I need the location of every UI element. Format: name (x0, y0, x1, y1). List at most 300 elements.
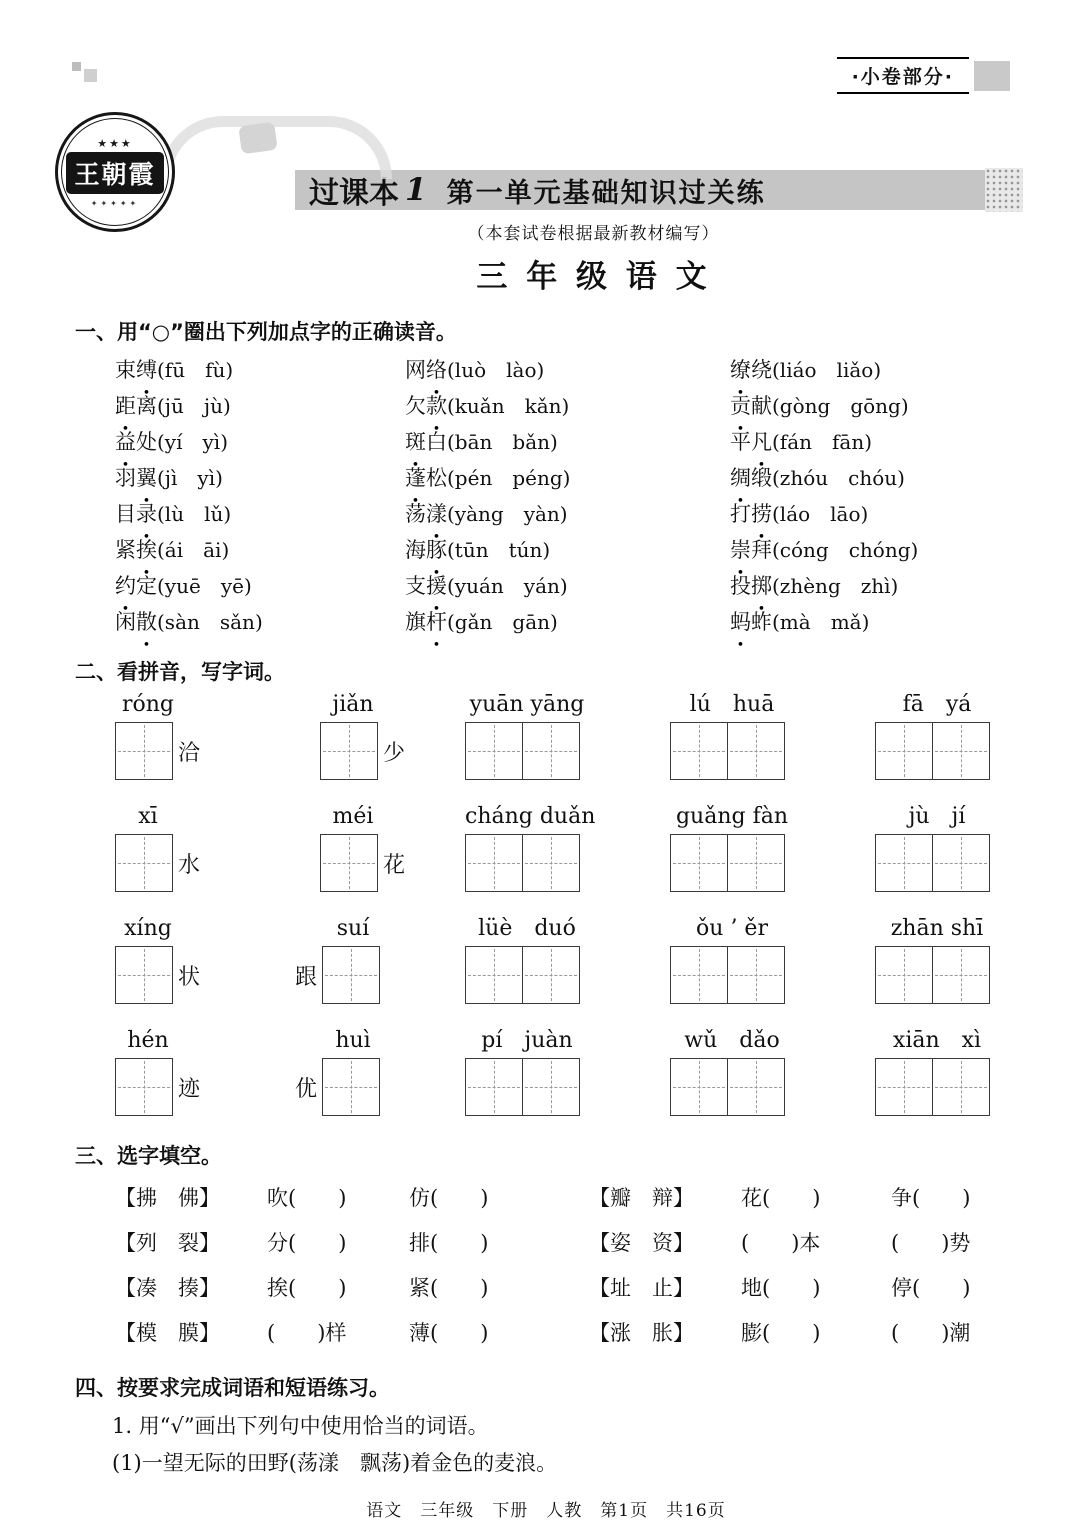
writing-group-content (875, 722, 1025, 780)
character: 蚱 (751, 610, 772, 634)
pinyin-writing-row (115, 916, 1092, 1004)
character: 处 (136, 430, 157, 454)
section1-heading: 一、用“○”圈出下列加点字的正确读音。 (75, 320, 457, 344)
writing-box[interactable] (875, 722, 933, 780)
choice-brackets: 【姿 资】 (589, 1231, 694, 1255)
given-character: 优 (295, 1076, 318, 1102)
pinyin-options: (mà mǎ) (772, 610, 870, 634)
dotted-character: 捞 (751, 502, 772, 526)
writing-box-group (322, 1058, 380, 1116)
logo-brand-text: 王朝霞 (66, 152, 163, 194)
pronunciation-item (405, 352, 730, 388)
page-title: 第一单元基础知识过关练 (446, 177, 766, 209)
writing-group-content (875, 946, 1025, 1004)
pinyin-options: (yí yì) (157, 430, 228, 454)
writing-box-group (670, 722, 785, 780)
pinyin-options: (yàng yàn) (447, 502, 568, 526)
pronunciation-item (115, 460, 405, 496)
pinyin-writing-group (670, 804, 875, 892)
pronunciation-item (405, 460, 730, 496)
pinyin-label: méi (332, 804, 374, 829)
grade-title: 三 年 级 语 文 (476, 259, 711, 295)
choice-brackets: 【模 膜】 (115, 1321, 220, 1345)
given-character: 少 (383, 740, 406, 766)
pinyin-label: cháng duǎn (465, 804, 596, 829)
writing-box[interactable] (932, 834, 990, 892)
dotted-character: 蚂 (730, 610, 751, 634)
writing-box[interactable] (670, 1058, 728, 1116)
pinyin-options: (fán fān) (772, 430, 873, 454)
writing-box-group (875, 834, 990, 892)
character: 拜 (751, 538, 772, 562)
pinyin-label: hén (127, 1028, 169, 1053)
dotted-word (405, 574, 447, 598)
pinyin-label: jiǎn (332, 692, 374, 717)
writing-box[interactable] (115, 722, 173, 780)
dotted-character: 豚 (426, 538, 447, 562)
dotted-word (115, 358, 157, 382)
dotted-word (730, 358, 772, 382)
section4-sentence: (1)一望无际的田野(荡漾 飘荡)着金色的麦浪。 (112, 1451, 558, 1475)
character: 网 (405, 358, 426, 382)
pinyin-label: huì (335, 1028, 371, 1053)
pronunciation-item (730, 568, 918, 604)
fill-blank: 排( ) (409, 1231, 489, 1255)
writing-box[interactable] (670, 722, 728, 780)
writing-box-group (875, 722, 990, 780)
writing-box-group (320, 834, 378, 892)
writing-group-content (290, 1058, 465, 1116)
corner-square-decoration (72, 62, 81, 71)
fill-blank: 地( ) (741, 1276, 821, 1300)
pinyin-options: (ái āi) (157, 538, 230, 562)
dotted-character: 散 (136, 610, 157, 634)
writing-box-group (670, 946, 785, 1004)
pinyin-options: (yuán yán) (447, 574, 568, 598)
pinyin-label: xíng (124, 916, 172, 941)
given-character: 状 (178, 964, 201, 990)
dotted-word (405, 430, 447, 454)
pronunciation-item (730, 424, 918, 460)
pinyin-options: (zhèng zhì) (772, 574, 899, 598)
dotted-character: 援 (426, 574, 447, 598)
corner-section-label (837, 57, 1010, 94)
section3-grid (115, 1176, 1092, 1356)
dotted-word (730, 394, 772, 418)
writing-box[interactable] (322, 946, 380, 1004)
pronunciation-item (115, 604, 405, 640)
dotted-character: 杆 (426, 610, 447, 634)
pinyin-writing-group (115, 1028, 290, 1116)
pronunciation-item (115, 568, 405, 604)
pronunciation-item (730, 496, 918, 532)
pronunciation-item (405, 532, 730, 568)
pinyin-options: (sàn sǎn) (157, 610, 263, 634)
dotted-word (405, 610, 447, 634)
pinyin-label: guǎng fàn (675, 804, 789, 829)
pinyin-label: jù jí (908, 804, 966, 829)
fill-blank: 分( ) (267, 1231, 347, 1255)
writing-box-group (320, 722, 378, 780)
pinyin-label: suí (336, 916, 370, 941)
section3-heading: 三、选字填空。 (75, 1144, 222, 1168)
fill-blank: 挨( ) (267, 1276, 347, 1300)
fill-blank-row (115, 1311, 1092, 1356)
pinyin-options: (luò lào) (447, 358, 545, 382)
section4-instruction: 1. 用“√”画出下列句中使用恰当的词语。 (112, 1414, 489, 1438)
writing-box[interactable] (115, 946, 173, 1004)
writing-box[interactable] (465, 834, 523, 892)
pinyin-writing-group (290, 692, 465, 780)
writing-group-content (115, 1058, 290, 1116)
pinyin-writing-group (115, 692, 290, 780)
logo-stars-icon: ★★★ (97, 136, 133, 150)
writing-group-content (875, 1058, 1025, 1116)
writing-box[interactable] (322, 1058, 380, 1116)
pinyin-writing-group (875, 692, 1025, 780)
character: 绕 (751, 358, 772, 382)
writing-box-group (115, 946, 173, 1004)
pronunciation-item (115, 532, 405, 568)
writing-group-content (320, 722, 465, 780)
pinyin-writing-group (875, 804, 1025, 892)
corner-gray-block (974, 61, 1010, 91)
writing-box-group (465, 1058, 580, 1116)
pinyin-label: ǒu ’ ěr (696, 916, 768, 941)
pinyin-writing-group (670, 916, 875, 1004)
writing-group-content (320, 834, 465, 892)
character: 荡 (405, 502, 426, 526)
writing-box[interactable] (522, 722, 580, 780)
dotted-word (115, 466, 157, 490)
dotted-character: 录 (136, 502, 157, 526)
writing-box[interactable] (522, 946, 580, 1004)
fill-blank: 紧( ) (409, 1276, 489, 1300)
pinyin-label: xiān xì (892, 1028, 982, 1053)
choice-brackets: 【瓣 辩】 (589, 1186, 694, 1210)
pinyin-options: (zhóu chóu) (772, 466, 905, 490)
writing-box-group (322, 946, 380, 1004)
pinyin-options: (jì yì) (157, 466, 223, 490)
dotted-word (115, 538, 157, 562)
writing-box[interactable] (932, 1058, 990, 1116)
fill-blank: ( )势 (891, 1231, 971, 1255)
writing-box[interactable] (465, 1058, 523, 1116)
dotted-character: 翼 (136, 466, 157, 490)
writing-box[interactable] (115, 834, 173, 892)
dotted-word (115, 610, 157, 634)
pronunciation-item (115, 388, 405, 424)
fill-blank: 吹( ) (267, 1186, 347, 1210)
writing-box-group (465, 834, 580, 892)
pinyin-label: zhān shī (890, 916, 984, 941)
pronunciation-item (405, 388, 730, 424)
character: 投 (730, 574, 751, 598)
writing-box[interactable] (522, 1058, 580, 1116)
pinyin-label: pí juàn (481, 1028, 573, 1053)
writing-box-group (115, 722, 173, 780)
fill-blank: 花( ) (741, 1186, 821, 1210)
publisher-logo (55, 112, 175, 232)
dotted-word (730, 538, 772, 562)
choice-brackets: 【列 裂】 (115, 1231, 220, 1255)
writing-box[interactable] (875, 834, 933, 892)
title-number: 1 (405, 172, 427, 208)
writing-box[interactable] (932, 722, 990, 780)
pronunciation-item (730, 604, 918, 640)
writing-group-content (115, 946, 290, 1004)
writing-group-content (465, 722, 670, 780)
writing-box-group (875, 946, 990, 1004)
dotted-word (730, 466, 772, 490)
dotted-word (405, 466, 447, 490)
pronunciation-item (730, 352, 918, 388)
dotted-word (730, 574, 772, 598)
dotted-character: 缭 (730, 358, 751, 382)
dotted-character: 斑 (405, 430, 426, 454)
writing-box[interactable] (522, 834, 580, 892)
pinyin-label: lüè duó (478, 916, 576, 941)
corner-square-decoration (84, 69, 97, 82)
choice-brackets: 【凑 揍】 (115, 1276, 220, 1300)
writing-group-content (670, 1058, 875, 1116)
fill-blank: 停( ) (891, 1276, 971, 1300)
writing-group-content (875, 834, 1025, 892)
writing-box[interactable] (727, 946, 785, 1004)
pinyin-options: (lù lǔ) (157, 502, 232, 526)
pinyin-label: wǔ dǎo (684, 1028, 780, 1053)
pronunciation-item (405, 496, 730, 532)
pinyin-label: yuān yāng (469, 692, 585, 717)
dotted-character: 款 (426, 394, 447, 418)
fill-blank-row (115, 1266, 1092, 1311)
fill-blank-row (115, 1176, 1092, 1221)
pinyin-writing-group (670, 692, 875, 780)
dotted-character: 络 (426, 358, 447, 382)
pinyin-writing-row (115, 804, 1092, 892)
pinyin-writing-group (290, 916, 465, 1004)
character: 紧 (115, 538, 136, 562)
writing-box[interactable] (932, 946, 990, 1004)
dotted-character: 凡 (751, 430, 772, 454)
given-character: 迹 (178, 1076, 201, 1102)
section1-grid (115, 352, 1092, 640)
fill-blank: 仿( ) (409, 1186, 489, 1210)
writing-box[interactable] (465, 946, 523, 1004)
character: 平 (730, 430, 751, 454)
pinyin-options: (gǎn gān) (447, 610, 558, 634)
dotted-character: 约 (115, 574, 136, 598)
writing-group-content (670, 834, 875, 892)
pronunciation-column (730, 352, 918, 640)
character: 闲 (115, 610, 136, 634)
pronunciation-item (730, 460, 918, 496)
dotted-word (730, 502, 772, 526)
pronunciation-item (405, 424, 730, 460)
pronunciation-column (115, 352, 405, 640)
dotted-character: 挨 (136, 538, 157, 562)
title-bar (295, 170, 985, 210)
pinyin-writing-group (115, 804, 290, 892)
pronunciation-item (115, 424, 405, 460)
character: 旗 (405, 610, 426, 634)
fill-blank: ( )潮 (891, 1321, 971, 1345)
pinyin-options: (tūn tún) (447, 538, 551, 562)
writing-group-content (115, 722, 290, 780)
choice-brackets: 【址 止】 (589, 1276, 694, 1300)
halftone-decoration (985, 168, 1023, 212)
pinyin-label: fā yá (902, 692, 972, 717)
writing-box[interactable] (670, 834, 728, 892)
pinyin-options: (láo lāo) (772, 502, 869, 526)
writing-box[interactable] (465, 722, 523, 780)
writing-group-content (465, 946, 670, 1004)
pinyin-writing-row (115, 692, 1092, 780)
pinyin-options: (jū jù) (157, 394, 231, 418)
pinyin-options: (yuē yē) (157, 574, 252, 598)
character: 松 (426, 466, 447, 490)
writing-group-content (290, 946, 465, 1004)
writing-box[interactable] (115, 1058, 173, 1116)
section2-heading: 二、看拼音，写字词。 (75, 660, 285, 684)
dotted-character: 益 (115, 430, 136, 454)
given-character: 水 (178, 852, 201, 878)
writing-box[interactable] (727, 722, 785, 780)
dotted-character: 蓬 (405, 466, 426, 490)
writing-box[interactable] (670, 946, 728, 1004)
pinyin-writing-group (115, 916, 290, 1004)
character: 献 (751, 394, 772, 418)
dotted-character: 漾 (426, 502, 447, 526)
fill-blank: ( )样 (267, 1321, 347, 1345)
writing-box-group (115, 834, 173, 892)
writing-group-content (670, 722, 875, 780)
given-character: 花 (383, 852, 406, 878)
dotted-word (405, 538, 447, 562)
given-character: 洽 (178, 740, 201, 766)
pronunciation-item (730, 532, 918, 568)
subtitle: （本套试卷根据最新教材编写） (467, 224, 720, 244)
character: 海 (405, 538, 426, 562)
dotted-word (115, 574, 157, 598)
character: 定 (136, 574, 157, 598)
given-character: 跟 (295, 964, 318, 990)
pinyin-writing-group (290, 804, 465, 892)
writing-box-group (465, 722, 580, 780)
dotted-word (405, 358, 447, 382)
pinyin-label: róng (121, 692, 174, 717)
dotted-word (405, 502, 447, 526)
dotted-word (115, 502, 157, 526)
dotted-word (115, 430, 157, 454)
dotted-word (730, 610, 772, 634)
corner-label-text: ·小卷部分· (837, 57, 969, 94)
page-footer: 语文 三年级 下册 人教 第1页 共16页 (366, 1501, 726, 1521)
fill-blank: 争( ) (891, 1186, 971, 1210)
character: 缎 (751, 466, 772, 490)
writing-box[interactable] (727, 1058, 785, 1116)
pinyin-options: (gòng gōng) (772, 394, 909, 418)
pinyin-label: xī (138, 804, 158, 829)
pinyin-options: (cóng chóng) (772, 538, 919, 562)
writing-group-content (465, 834, 670, 892)
pinyin-writing-group (465, 1028, 670, 1116)
writing-box-group (670, 834, 785, 892)
pinyin-writing-group (670, 1028, 875, 1116)
character: 打 (730, 502, 751, 526)
writing-group-content (115, 834, 290, 892)
dotted-character: 距 (115, 394, 136, 418)
logo-arc-decoration: ✦✦✦✦✦ (90, 198, 140, 208)
character: 束 (115, 358, 136, 382)
section4-heading: 四、按要求完成词语和短语练习。 (75, 1376, 390, 1400)
pronunciation-item (405, 604, 730, 640)
pinyin-writing-row (115, 1028, 1092, 1116)
pronunciation-item (405, 568, 730, 604)
character: 羽 (115, 466, 136, 490)
pinyin-label: lú huā (689, 692, 775, 717)
fill-blank: ( )本 (741, 1231, 821, 1255)
writing-box-group (670, 1058, 785, 1116)
character: 支 (405, 574, 426, 598)
pinyin-writing-group (875, 916, 1025, 1004)
pinyin-options: (bān bǎn) (447, 430, 558, 454)
writing-group-content (465, 1058, 670, 1116)
dotted-character: 绸 (730, 466, 751, 490)
pinyin-options: (liáo liǎo) (772, 358, 882, 382)
pinyin-options: (fū fù) (157, 358, 234, 382)
fill-blank: 膨( ) (741, 1321, 821, 1345)
pinyin-writing-group (290, 1028, 465, 1116)
character: 目 (115, 502, 136, 526)
choice-brackets: 【涨 胀】 (589, 1321, 694, 1345)
writing-box-group (465, 946, 580, 1004)
pronunciation-item (115, 496, 405, 532)
writing-group-content (670, 946, 875, 1004)
writing-box-group (875, 1058, 990, 1116)
pronunciation-column (405, 352, 730, 640)
pronunciation-item (730, 388, 918, 424)
dotted-word (115, 394, 157, 418)
writing-box-group (115, 1058, 173, 1116)
dotted-word (730, 430, 772, 454)
pinyin-writing-group (465, 804, 670, 892)
writing-box[interactable] (727, 834, 785, 892)
writing-box[interactable] (875, 1058, 933, 1116)
dotted-word (405, 394, 447, 418)
pronunciation-item (115, 352, 405, 388)
dotted-character: 掷 (751, 574, 772, 598)
fill-blank-row (115, 1221, 1092, 1266)
writing-box[interactable] (320, 722, 378, 780)
pinyin-writing-group (875, 1028, 1025, 1116)
pinyin-options: (pén péng) (447, 466, 571, 490)
character: 欠 (405, 394, 426, 418)
dotted-character: 贡 (730, 394, 751, 418)
pinyin-writing-group (465, 692, 670, 780)
fill-blank: 薄( ) (409, 1321, 489, 1345)
choice-brackets: 【拂 佛】 (115, 1186, 220, 1210)
character: 白 (426, 430, 447, 454)
dotted-character: 崇 (730, 538, 751, 562)
writing-box[interactable] (320, 834, 378, 892)
writing-box[interactable] (875, 946, 933, 1004)
pinyin-options: (kuǎn kǎn) (447, 394, 570, 418)
title-prefix: 过课本 (309, 176, 399, 211)
section2-grid (115, 692, 1092, 1116)
character: 离 (136, 394, 157, 418)
pinyin-writing-group (465, 916, 670, 1004)
